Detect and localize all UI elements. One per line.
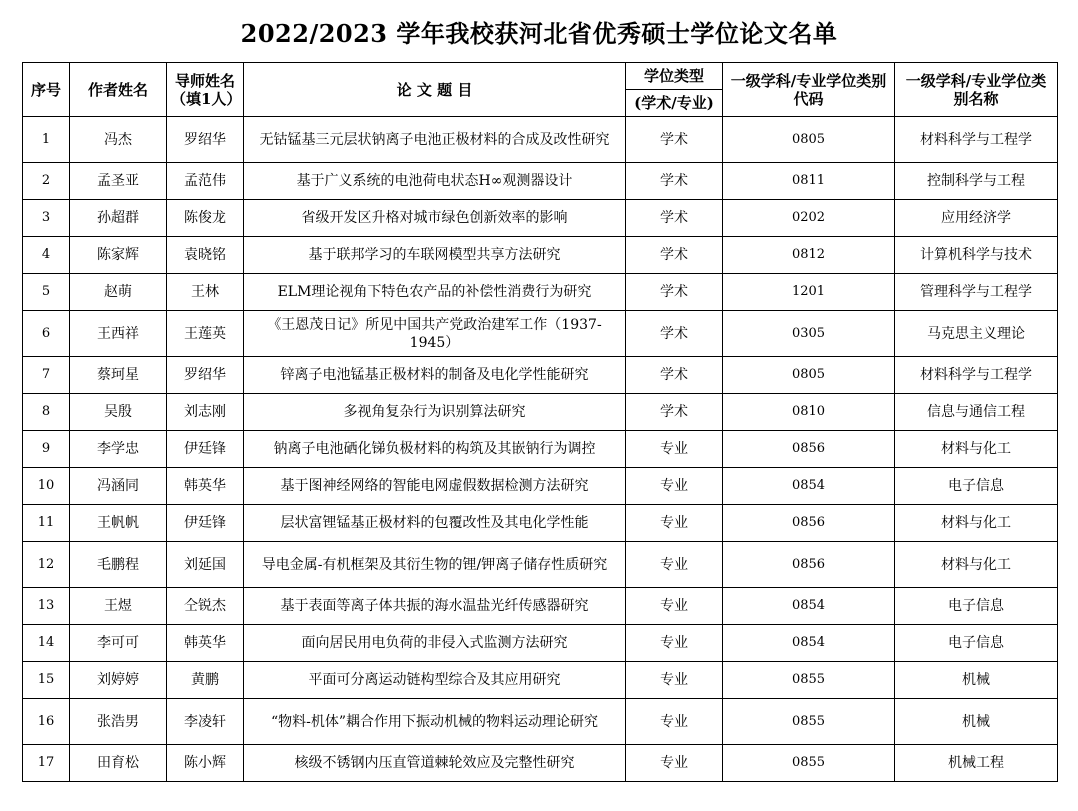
row-number: 10: [23, 468, 70, 505]
table-body: [23, 117, 1058, 782]
discipline-name: 材料科学与工程学: [895, 117, 1058, 163]
table-row: [23, 274, 1058, 311]
discipline-code: 0856: [723, 431, 895, 468]
degree-type: 学术: [626, 394, 723, 431]
row-number: 14: [23, 625, 70, 662]
table-row: [23, 468, 1058, 505]
supervisor-name: 孟范伟: [167, 163, 244, 200]
thesis-title: 基于联邦学习的车联网模型共享方法研究: [244, 237, 626, 274]
degree-type: 学术: [626, 163, 723, 200]
thesis-title: 无钴锰基三元层状钠离子电池正极材料的合成及改性研究: [244, 117, 626, 163]
discipline-name: 信息与通信工程: [895, 394, 1058, 431]
author-name: 冯杰: [70, 117, 167, 163]
table-row: [23, 745, 1058, 782]
author-name: 王煜: [70, 588, 167, 625]
discipline-name: 材料与化工: [895, 505, 1058, 542]
row-number: 16: [23, 699, 70, 745]
table-row: [23, 394, 1058, 431]
table-row: [23, 505, 1058, 542]
table-row: [23, 662, 1058, 699]
page-title: 2022/2023 学年我校获河北省优秀硕士学位论文名单: [240, 19, 838, 48]
header-code: 一级学科/专业学位类别代码: [723, 63, 895, 117]
supervisor-name: 伊廷锋: [167, 431, 244, 468]
discipline-code: 1201: [723, 274, 895, 311]
row-number: 1: [23, 117, 70, 163]
thesis-title: 《王恩茂日记》所见中国共产党政治建军工作（1937-1945）: [244, 311, 626, 357]
thesis-title: 导电金属-有机框架及其衍生物的锂/钾离子储存性质研究: [244, 542, 626, 588]
discipline-name: 材料与化工: [895, 431, 1058, 468]
discipline-code: 0855: [723, 699, 895, 745]
row-number: 11: [23, 505, 70, 542]
table-row: [23, 699, 1058, 745]
table-row: [23, 163, 1058, 200]
row-number: 4: [23, 237, 70, 274]
discipline-name: 材料科学与工程学: [895, 357, 1058, 394]
author-name: 李可可: [70, 625, 167, 662]
supervisor-name: 刘延国: [167, 542, 244, 588]
supervisor-name: 王莲英: [167, 311, 244, 357]
author-name: 刘婷婷: [70, 662, 167, 699]
thesis-title: 核级不锈钢内压直管道棘轮效应及完整性研究: [244, 745, 626, 782]
thesis-title: 省级开发区升格对城市绿色创新效率的影响: [244, 200, 626, 237]
table-row: [23, 237, 1058, 274]
author-name: 张浩男: [70, 699, 167, 745]
supervisor-name: 王林: [167, 274, 244, 311]
discipline-code: 0854: [723, 625, 895, 662]
discipline-name: 电子信息: [895, 468, 1058, 505]
table-row: [23, 200, 1058, 237]
row-number: 9: [23, 431, 70, 468]
table-row: [23, 117, 1058, 163]
author-name: 蔡珂星: [70, 357, 167, 394]
thesis-title: 面向居民用电负荷的非侵入式监测方法研究: [244, 625, 626, 662]
discipline-name: 控制科学与工程: [895, 163, 1058, 200]
degree-type: 专业: [626, 625, 723, 662]
discipline-name: 计算机科学与技术: [895, 237, 1058, 274]
degree-type: 学术: [626, 357, 723, 394]
discipline-name: 管理科学与工程学: [895, 274, 1058, 311]
discipline-code: 0856: [723, 542, 895, 588]
discipline-code: 0811: [723, 163, 895, 200]
degree-type: 专业: [626, 745, 723, 782]
discipline-code: 0855: [723, 745, 895, 782]
degree-type: 专业: [626, 542, 723, 588]
discipline-name: 电子信息: [895, 625, 1058, 662]
author-name: 李学忠: [70, 431, 167, 468]
discipline-code: 0855: [723, 662, 895, 699]
thesis-title: 基于图神经网络的智能电网虚假数据检测方法研究: [244, 468, 626, 505]
author-name: 王帆帆: [70, 505, 167, 542]
discipline-code: 0856: [723, 505, 895, 542]
thesis-title: 多视角复杂行为识别算法研究: [244, 394, 626, 431]
author-name: 陈家辉: [70, 237, 167, 274]
discipline-name: 应用经济学: [895, 200, 1058, 237]
table-row: [23, 588, 1058, 625]
discipline-name: 马克思主义理论: [895, 311, 1058, 357]
author-name: 孙超群: [70, 200, 167, 237]
header-discipline: 一级学科/专业学位类别名称: [895, 63, 1058, 117]
row-number: 17: [23, 745, 70, 782]
degree-type: 专业: [626, 699, 723, 745]
discipline-name: 机械: [895, 662, 1058, 699]
thesis-title: 基于广义系统的电池荷电状态H∞观测器设计: [244, 163, 626, 200]
row-number: 15: [23, 662, 70, 699]
discipline-code: 0202: [723, 200, 895, 237]
supervisor-name: 袁晓铭: [167, 237, 244, 274]
discipline-name: 材料与化工: [895, 542, 1058, 588]
supervisor-name: 罗绍华: [167, 357, 244, 394]
row-number: 5: [23, 274, 70, 311]
discipline-code: 0854: [723, 468, 895, 505]
degree-type: 学术: [626, 274, 723, 311]
degree-type: 专业: [626, 588, 723, 625]
author-name: 冯涵同: [70, 468, 167, 505]
degree-type: 专业: [626, 505, 723, 542]
discipline-code: 0805: [723, 117, 895, 163]
degree-type: 学术: [626, 200, 723, 237]
discipline-code: 0810: [723, 394, 895, 431]
discipline-name: 机械: [895, 699, 1058, 745]
supervisor-name: 罗绍华: [167, 117, 244, 163]
supervisor-name: 黄鹏: [167, 662, 244, 699]
degree-type: 学术: [626, 311, 723, 357]
discipline-code: 0812: [723, 237, 895, 274]
table-row: [23, 311, 1058, 357]
author-name: 赵萌: [70, 274, 167, 311]
supervisor-name: 韩英华: [167, 625, 244, 662]
author-name: 吴殷: [70, 394, 167, 431]
thesis-title: 层状富锂锰基正极材料的包覆改性及其电化学性能: [244, 505, 626, 542]
header-thesis: 论 文 题 目: [244, 63, 626, 117]
degree-type: 专业: [626, 431, 723, 468]
thesis-table: [22, 62, 1058, 782]
supervisor-name: 陈小辉: [167, 745, 244, 782]
row-number: 12: [23, 542, 70, 588]
row-number: 2: [23, 163, 70, 200]
header-seq: 序号: [23, 63, 70, 117]
discipline-code: 0305: [723, 311, 895, 357]
thesis-title: “物料-机体”耦合作用下振动机械的物料运动理论研究: [244, 699, 626, 745]
degree-type: 学术: [626, 237, 723, 274]
table-row: [23, 431, 1058, 468]
thesis-title: ELM理论视角下特色农产品的补偿性消费行为研究: [244, 274, 626, 311]
supervisor-name: 仝锐杰: [167, 588, 244, 625]
table-row: [23, 357, 1058, 394]
table-row: [23, 625, 1058, 662]
supervisor-name: 伊廷锋: [167, 505, 244, 542]
row-number: 8: [23, 394, 70, 431]
degree-type: 专业: [626, 662, 723, 699]
header-supervisor: 导师姓名（填1人）: [167, 63, 244, 117]
author-name: 王西祥: [70, 311, 167, 357]
discipline-name: 机械工程: [895, 745, 1058, 782]
row-number: 3: [23, 200, 70, 237]
supervisor-name: 李凌轩: [167, 699, 244, 745]
thesis-title: 基于表面等离子体共振的海水温盐光纤传感器研究: [244, 588, 626, 625]
header-degree-type: 学位类型: [626, 63, 723, 90]
discipline-code: 0854: [723, 588, 895, 625]
header-degree-type-sub: (学术/专业): [626, 90, 723, 117]
row-number: 7: [23, 357, 70, 394]
author-name: 孟圣亚: [70, 163, 167, 200]
table-header: [23, 63, 1058, 117]
row-number: 13: [23, 588, 70, 625]
supervisor-name: 刘志刚: [167, 394, 244, 431]
table-row: [23, 542, 1058, 588]
thesis-title: 钠离子电池硒化锑负极材料的构筑及其嵌钠行为调控: [244, 431, 626, 468]
author-name: 田育松: [70, 745, 167, 782]
author-name: 毛鹏程: [70, 542, 167, 588]
row-number: 6: [23, 311, 70, 357]
degree-type: 专业: [626, 468, 723, 505]
header-author: 作者姓名: [70, 63, 167, 117]
discipline-code: 0805: [723, 357, 895, 394]
discipline-name: 电子信息: [895, 588, 1058, 625]
supervisor-name: 陈俊龙: [167, 200, 244, 237]
thesis-title: 锌离子电池锰基正极材料的制备及电化学性能研究: [244, 357, 626, 394]
supervisor-name: 韩英华: [167, 468, 244, 505]
thesis-title: 平面可分离运动链构型综合及其应用研究: [244, 662, 626, 699]
degree-type: 学术: [626, 117, 723, 163]
